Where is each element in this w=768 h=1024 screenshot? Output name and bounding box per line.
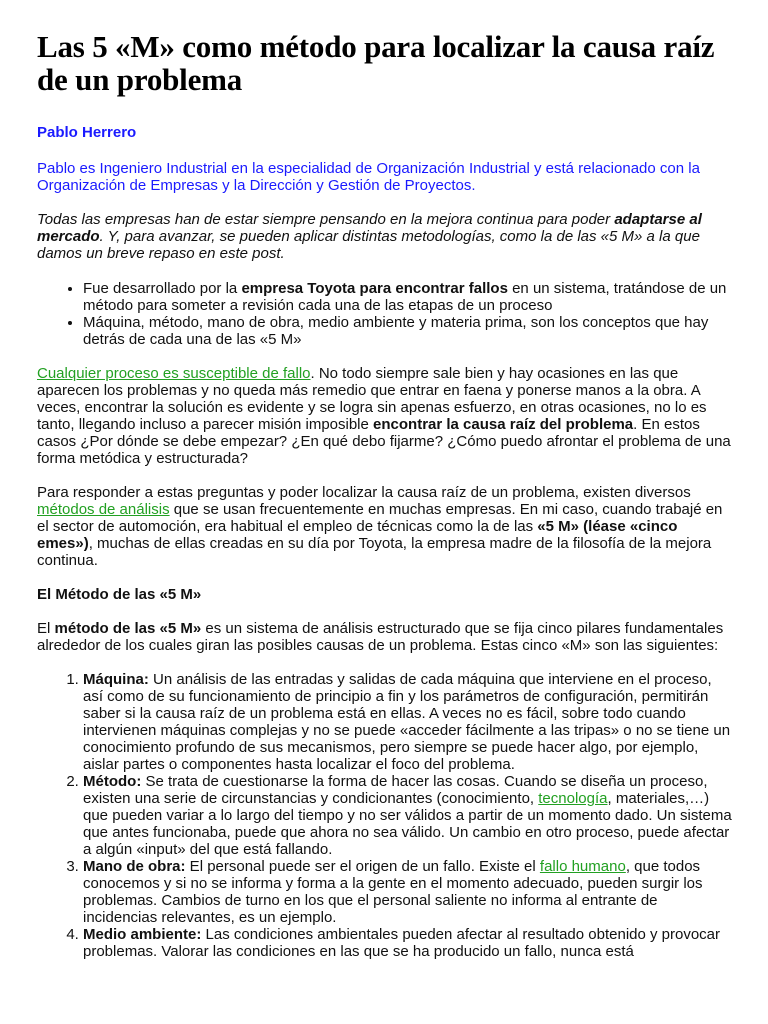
list-item-labor: 3. Mano de obra: El personal puede ser el origen de un fallo. Existe el fallo humano, que todos conocemos y si no se informa y forma a la gente en el momento adecuado, pueden surgir los problemas. Cambios de turno en los que el personal saliente no informa al entrante de incidencias relevantes, es un ejemplo. bbox=[83, 858, 732, 926]
technology-link[interactable]: tecnología bbox=[538, 790, 608, 807]
analysis-methods-link[interactable]: métodos de análisis bbox=[37, 501, 170, 518]
paragraph-methods: Para responder a estas preguntas y poder localizar la causa raíz de un problema, existen diversos métodos de análisis que se usan frecuentemente en muchas empresas. En mi caso, cuando trabajé en el sector de automoción, era habitual el empleo de técnicas como la de las «5 M» (léase «cinco emes»), muchas de ellas creadas en su día por Toyota, la empresa madre de la filosofía de la mejora continua. bbox=[37, 484, 723, 569]
list-item-machine: 1. Máquina: Un análisis de las entradas y salidas de cada máquina que interviene en el proceso, así como de su funcionamiento de principio a fin y los parámetros de configuración, permitirán saber si la causa raíz de un problema está en ellas. A veces no es fácil, sobre todo cuando intervienen máquinas complejas y no se puede «acceder fácilmente a las tripas» o no se tiene un conocimiento profundo de sus mecanismos, pero siempre se puede hacer algo, por ejemplo, aislar partes o componentes hasta localizar el foco del problema. bbox=[83, 671, 732, 773]
paragraph-definition: El método de las «5 M» es un sistema de análisis estructurado que se fija cinco pilares fundamentales alrededor de los cuales giran las posibles causas de un problema. Estas cinco «M» son las siguientes: bbox=[37, 620, 724, 654]
summary-item: • Máquina, método, mano de obra, medio ambiente y materia prima, son los conceptos que hay detrás de cada una de las «5 M» bbox=[83, 314, 732, 348]
summary-item: • Fue desarrollado por la empresa Toyota para encontrar fallos en un sistema, tratándose de un método para someter a revisión cada una de las etapas de un proceso bbox=[83, 280, 732, 314]
list-item-method: 2. Método: Se trata de cuestionarse la forma de hacer las cosas. Cuando se diseña un proceso, existen una serie de circunstancias y condicionantes (conocimiento, tecnología, materiales,…) que pueden variar a lo largo del tiempo y no ser válidos a partir de un momento dado. Un sistema que antes funcionaba, puede que ahora no sea válido. Un cambio en otro proceso, puede afectar a algún «input» del que está fallando. bbox=[83, 773, 732, 858]
intro-paragraph: Todas las empresas han de estar siempre pensando en la mejora continua para poder adaptarse al mercado. Y, para avanzar, se pueden aplicar distintas metodologías, como la de las «5 M» a la que damos un breve repaso en este post. bbox=[37, 211, 702, 262]
intro-emphasis: adaptarse al mercado bbox=[37, 211, 702, 245]
paragraph-failures: Cualquier proceso es susceptible de fallo. No todo siempre sale bien y hay ocasiones en las que aparecen los problemas y no queda más remedio que entrar en faena y ponerse manos a la obra. A veces, encontrar la solución es evidente y se logra sin apenas esfuerzo, en otras ocasiones, no lo es tanto, llegando incluso a parecer misión imposible encontrar la causa raíz del problema. En estos casos ¿Por dónde se debe empezar? ¿En qué debo fijarme? ¿Cómo puedo afrontar el problema de una forma metódica y estructurada? bbox=[37, 365, 731, 467]
failure-link[interactable]: Cualquier proceso es susceptible de fallo bbox=[37, 365, 311, 382]
human-error-link[interactable]: fallo humano bbox=[539, 858, 626, 875]
author-name: Pablo Herrero bbox=[37, 124, 137, 141]
five-m-list bbox=[37, 671, 732, 960]
list-item-environment: 4. Medio ambiente: Las condiciones ambientales pueden afectar al resultado obtenido y provocar problemas. Valorar las condiciones en las que se ha producido un fallo, nunca está bbox=[83, 926, 732, 960]
summary-list bbox=[37, 280, 732, 348]
article-title: Las 5 «M» como método para localizar la causa raíz de un problema bbox=[37, 29, 715, 97]
section-heading: El Método de las «5 M» bbox=[37, 586, 202, 603]
author-bio: Pablo es Ingeniero Industrial en la especialidad de Organización Industrial y está relacionado con la Organización de Empresas y la Dirección y Gestión de Proyectos. bbox=[37, 160, 700, 194]
